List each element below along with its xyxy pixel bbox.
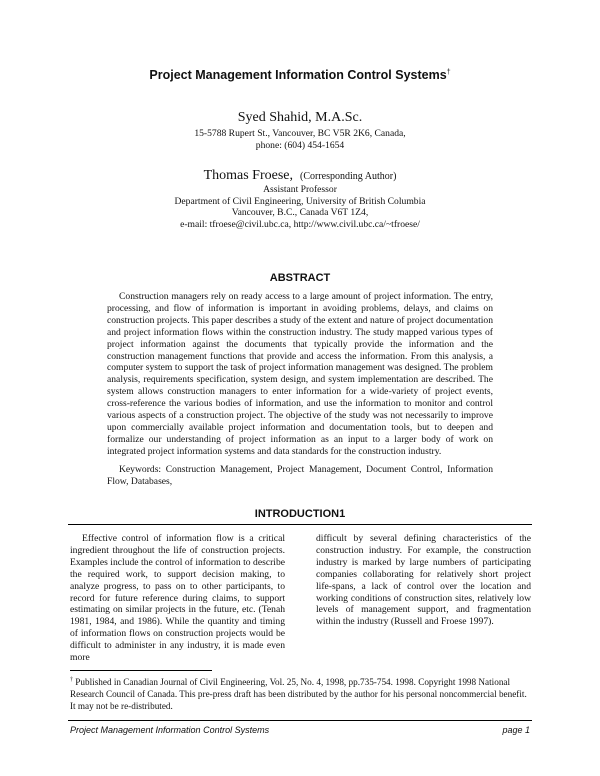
author2-role-note: (Corresponding Author) xyxy=(300,171,397,182)
introduction-heading: INTRODUCTION1 xyxy=(254,508,346,520)
footnote-mark: † xyxy=(70,677,73,683)
introduction-right-column: difficult by several defining characteristics of the construction industry. For example, the construction industry is marked by large numbers of participating companies collaborating for relatively short project life-spans, a lack of control over the location and working conditions of construction sites, relatively low levels of management support, and fragmentation within the industry (Russell and Froese 1997). xyxy=(316,533,531,628)
introduction-left-column: Effective control of information flow is a critical ingredient throughout the life of construction projects. Examples include the control of information to describe the required work, to support decision making, to analyze progress, to pass on to other participants, to record for future reference during claims, to support estimating on similar projects in the future, etc. (Tenah 1981, 1984, and 1986). While the quantity and timing of information flows on construction projects would be difficult to administer in any industry, it is made even more xyxy=(70,533,285,664)
abstract-text: Construction managers rely on ready access to a large amount of project information. The entry, processing, and flow of information is important in avoiding problems, delays, and claims on construction projects. This paper describes a study of the extent and nature of project documentation and project information flows within the construction industry. The study mapped various types of project information against the documents that typically provide the information and the construction management functions that provide and access the information. From this analysis, a computer system to support the task of project information management was designed. The problem analysis, requirements specification, system design, and system implementation are described. The system allows construction managers to enter information for a wide-variety of project events, cross-reference the various bodies of information, and use the information to monitor and control various aspects of a construction project. The objective of the study was not necessarily to improve upon commercially available project information and documentation tools, but to deepen and formalize our understanding of project information as an input to a larger body of work on integrated project information systems and data standards for the construction industry. xyxy=(107,291,493,457)
author2-contact: e-mail: tfroese@civil.ubc.ca, http://www.civil.ubc.ca/~tfroese/ xyxy=(180,219,420,231)
abstract-section xyxy=(107,291,493,488)
author2-position: Assistant Professor xyxy=(263,184,337,195)
abstract-heading: ABSTRACT xyxy=(269,272,331,284)
author2-name-line xyxy=(0,168,600,184)
author1-contact xyxy=(0,128,600,152)
footer-rule xyxy=(68,720,532,721)
author2-city: Vancouver, B.C., Canada V6T 1Z4, xyxy=(231,207,369,219)
introduction-rule xyxy=(68,524,532,525)
running-title: Project Management Information Control Systems xyxy=(70,725,270,735)
title-footnote-mark: † xyxy=(446,68,451,76)
author1-address: 15-5788 Rupert St., Vancouver, BC V5R 2K6, Canada, xyxy=(194,128,406,139)
author2-department: Department of Civil Engineering, University of British Columbia xyxy=(174,195,426,207)
abstract-keywords: Keywords: Construction Management, Project Management, Document Control, Information Flow, Databases, xyxy=(107,463,493,487)
paper-title-text: Project Management Information Control Systems xyxy=(149,68,447,82)
footnote-text: Published in Canadian Journal of Civil Engineering, Vol. 25, No. 4, 1998, pp.735-754. 1998. Copyright 1998 National Research Council of Canada. This pre-press draft has been distributed by the author for his personal noncommercial benefit. It may not be re-distributed. xyxy=(70,677,527,711)
footnote xyxy=(70,675,530,712)
author2-name: Thomas Froese, xyxy=(203,168,294,183)
paper-title xyxy=(0,68,600,82)
footnote-rule xyxy=(70,670,212,671)
author1-phone: phone: (604) 454-1654 xyxy=(255,140,345,151)
author1-name: Syed Shahid, M.A.Sc. xyxy=(237,110,363,125)
author2-affiliation xyxy=(0,184,600,231)
page-number: page 1 xyxy=(502,725,530,735)
